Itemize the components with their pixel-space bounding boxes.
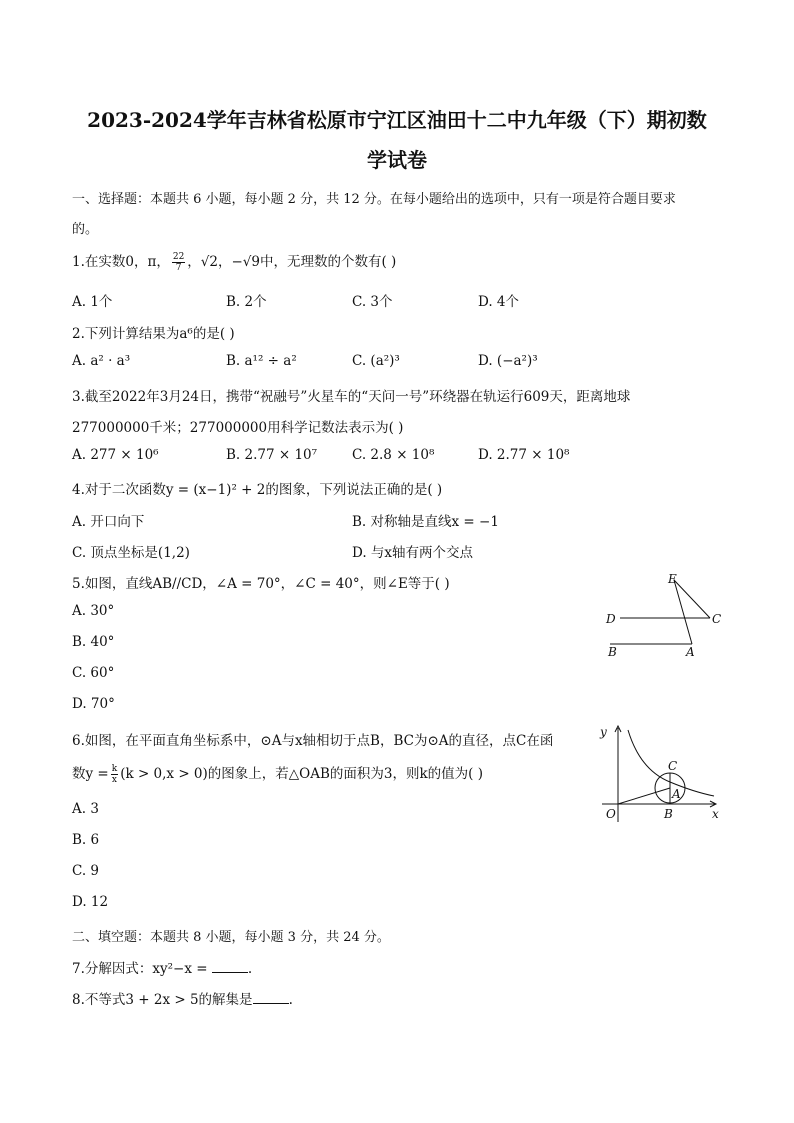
q6-option-c: C. 9	[72, 863, 100, 879]
exam-title	[60, 100, 734, 180]
q5-option-a: A. 30°	[72, 603, 115, 619]
q5-option-d: D. 70°	[72, 696, 115, 712]
q3-option-a: A. 277 × 10⁶	[72, 447, 159, 463]
q2-option-a: A. a² · a³	[72, 353, 131, 369]
q6-line2-suffix: (k > 0,x > 0)的图象上，若△OAB的面积为3，则k的值为( )	[120, 766, 484, 782]
q8-text: 8.不等式3 + 2x > 5的解集是	[72, 992, 253, 1008]
label-d: D	[606, 612, 616, 626]
q7-end: .	[247, 961, 253, 977]
q1-frac-den: 7	[175, 263, 182, 273]
q7-text: 7.分解因式：xy²−x =	[72, 961, 208, 977]
q1-option-b: B. 2个	[226, 294, 267, 310]
q6-line2-prefix: 数y =	[72, 766, 109, 782]
question-3-line-1: 3.截至2022年3月24日，携带“祝融号”火星车的“天问一号”环绕器在轨运行609天，距离地球	[72, 389, 631, 405]
q3-option-b: B. 2.77 × 10⁷	[226, 447, 318, 463]
label-o: O	[606, 807, 616, 821]
segment-oa	[618, 788, 670, 804]
label-c: C	[712, 612, 722, 626]
q1-option-c: C. 3个	[352, 294, 393, 310]
q2-option-c: C. (a²)³	[352, 353, 400, 369]
label-b: B	[608, 645, 617, 659]
q4-option-d: D. 与x轴有两个交点	[352, 545, 474, 561]
label-c: C	[668, 759, 678, 773]
q6-option-a: A. 3	[72, 801, 99, 817]
q1-option-d: D. 4个	[478, 294, 520, 310]
title-line-2: 学试卷	[367, 148, 427, 172]
q6-frac-num: k	[111, 764, 118, 774]
question-3-line-2: 277000000千米；277000000用科学记数法表示为( )	[72, 420, 404, 436]
q6-option-b: B. 6	[72, 832, 100, 848]
question-8	[72, 988, 293, 1008]
q6-option-d: D. 12	[72, 894, 109, 910]
question-6-line-1: 6.如图，在平面直角坐标系中，⊙A与x轴相切于点B，BC为⊙A的直径，点C在函	[72, 733, 554, 749]
q6-figure	[598, 722, 728, 832]
question-6-line-2	[72, 762, 483, 785]
q1-prefix: 1.在实数0，π，	[72, 254, 170, 270]
label-e: E	[668, 572, 677, 586]
q1-frac-num: 22	[172, 252, 185, 262]
question-7	[72, 957, 252, 977]
q5-figure	[600, 568, 730, 663]
q4-option-b: B. 对称轴是直线x = −1	[352, 514, 499, 530]
question-4: 4.对于二次函数y = (x−1)² + 2的图象，下列说法正确的是( )	[72, 482, 443, 498]
question-5: 5.如图，直线AB//CD，∠A = 70°，∠C = 40°，则∠E等于( )	[72, 576, 450, 592]
q1-fraction	[172, 252, 185, 273]
q4-option-c: C. 顶点坐标是(1,2)	[72, 545, 190, 561]
q6-frac-den: x	[111, 775, 117, 785]
label-a: A	[686, 645, 695, 659]
q7-answer-blank	[212, 960, 248, 973]
q5-option-c: C. 60°	[72, 665, 115, 681]
question-2: 2.下列计算结果为a⁶的是( )	[72, 326, 235, 342]
label-x: x	[712, 807, 719, 821]
q8-end: .	[288, 992, 293, 1008]
q3-option-c: C. 2.8 × 10⁸	[352, 447, 435, 463]
question-1	[72, 250, 396, 273]
section2-heading: 二、填空题：本题共 8 小题，每小题 3 分，共 24 分。	[72, 930, 390, 945]
q3-option-d: D. 2.77 × 10⁸	[478, 447, 570, 463]
q5-option-b: B. 40°	[72, 634, 115, 650]
section1-heading-line1: 一、选择题：本题共 6 小题，每小题 2 分，共 12 分。在每小题给出的选项中，只有一项是符合题目要求	[72, 192, 676, 207]
q1-mid: ，√2，−√9中，无理数的个数有( )	[187, 254, 397, 270]
q6-fraction	[111, 764, 118, 785]
title-line-1: 2023-2024学年吉林省松原市宁江区油田十二中九年级（下）期初数	[87, 108, 707, 132]
section1-heading-line2: 的。	[72, 222, 99, 237]
q8-answer-blank	[253, 991, 289, 1004]
label-b: B	[664, 807, 673, 821]
q2-option-b: B. a¹² ÷ a²	[226, 353, 297, 369]
label-y: y	[600, 725, 607, 739]
q4-option-a: A. 开口向下	[72, 514, 145, 530]
label-a: A	[672, 787, 681, 801]
q1-option-a: A. 1个	[72, 294, 113, 310]
q2-option-d: D. (−a²)³	[478, 353, 538, 369]
